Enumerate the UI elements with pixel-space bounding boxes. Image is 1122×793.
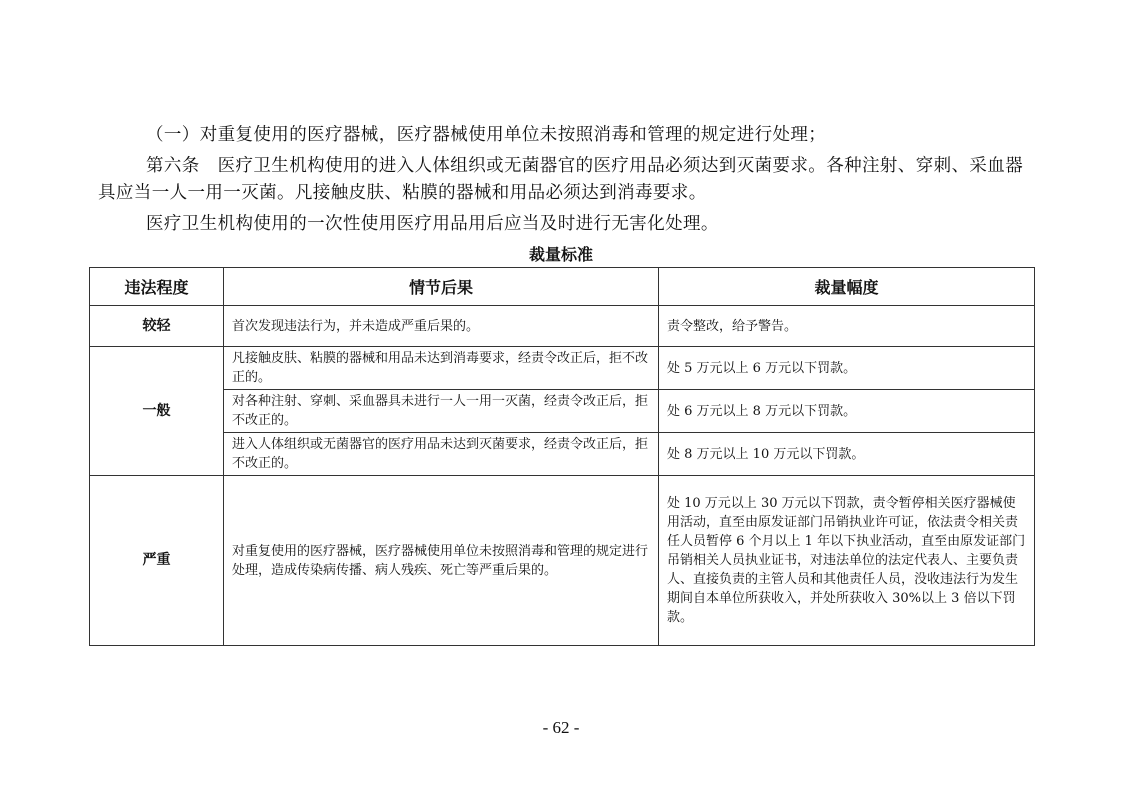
paragraph-1: （一）对重复使用的医疗器械，医疗器械使用单位未按照消毒和管理的规定进行处理；	[146, 125, 827, 145]
circumstance-cell: 首次发现违法行为，并未造成严重后果的。	[224, 306, 659, 347]
penalty-cell: 处 8 万元以上 10 万元以下罚款。	[659, 433, 1035, 476]
circumstance-cell: 对重复使用的医疗器械，医疗器械使用单位未按照消毒和管理的规定进行处理，造成传染病传播、病人残疾、死亡等严重后果的。	[224, 476, 659, 646]
penalty-table	[89, 267, 1035, 646]
circumstance-cell: 凡接触皮肤、粘膜的器械和用品未达到消毒要求，经责令改正后，拒不改正的。	[224, 347, 659, 390]
penalty-cell: 处 10 万元以上 30 万元以下罚款，责令暂停相关医疗器械使用活动，直至由原发证部门吊销执业许可证，依法责令相关责任人员暂停 6 个月以上 1 年以下执业活动，直至由原发证部门吊销相关人员执业证书，对违法单位的法定代表人、主要负责人、直接负责的主管人员和其他责任人员，没收违法行为发生期间自本单位所获收入，并处所获收入 30%以上 3 倍以下罚款。	[659, 476, 1035, 646]
paragraph-3: 医疗卫生机构使用的一次性使用医疗用品用后应当及时进行无害化处理。	[146, 214, 719, 234]
circumstance-cell: 对各种注射、穿刺、采血器具未进行一人一用一灭菌，经责令改正后，拒不改正的。	[224, 390, 659, 433]
level-cell: 一般	[90, 347, 224, 476]
table-title: 裁量标准	[528, 245, 593, 264]
table-row	[90, 476, 1035, 646]
circumstance-cell: 进入人体组织或无菌器官的医疗用品未达到灭菌要求，经责令改正后，拒不改正的。	[224, 433, 659, 476]
paragraph-article-6: 第六条 医疗卫生机构使用的进入人体组织或无菌器官的医疗用品必须达到灭菌要求。各种注射、穿刺、采血器具应当一人一用一灭菌。凡接触皮肤、粘膜的器械和用品必须达到消毒要求。	[98, 156, 1024, 203]
page-number: - 62 -	[542, 718, 580, 737]
penalty-cell: 责令整改，给予警告。	[659, 306, 1035, 347]
table-row	[90, 306, 1035, 347]
header-penalty-range: 裁量幅度	[659, 268, 1035, 306]
level-cell: 较轻	[90, 306, 224, 347]
penalty-cell: 处 6 万元以上 8 万元以下罚款。	[659, 390, 1035, 433]
level-cell: 严重	[90, 476, 224, 646]
table-row	[90, 390, 1035, 433]
header-violation-level: 违法程度	[90, 268, 224, 306]
header-circumstance: 情节后果	[224, 268, 659, 306]
table-header-row	[90, 268, 1035, 306]
penalty-cell: 处 5 万元以上 6 万元以下罚款。	[659, 347, 1035, 390]
table-row	[90, 433, 1035, 476]
table-row	[90, 347, 1035, 390]
